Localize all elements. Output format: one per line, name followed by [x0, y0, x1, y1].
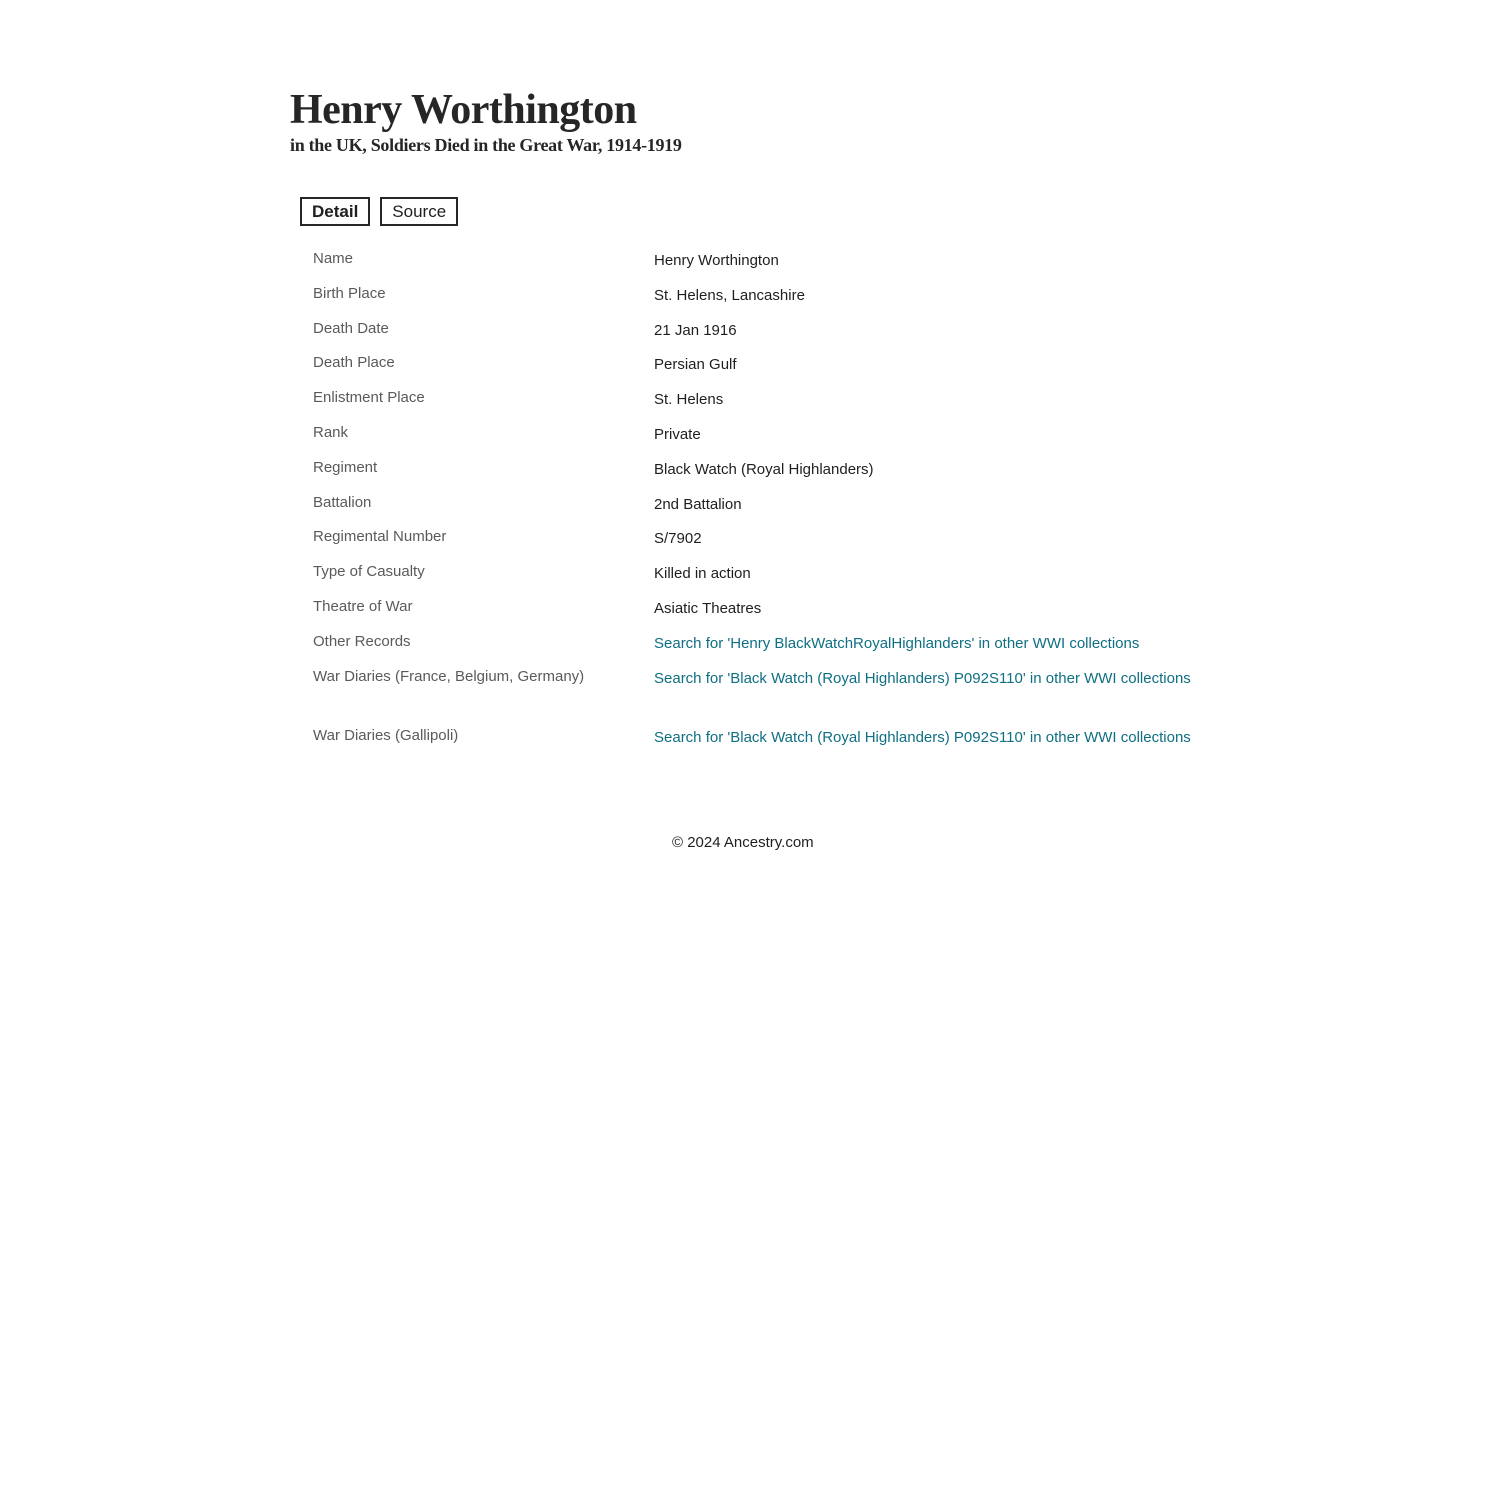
record-row-birth-place — [313, 282, 1193, 317]
record-value: St. Helens, Lancashire — [654, 286, 805, 304]
record-value: S/7902 — [654, 530, 702, 548]
copyright-footer: © 2024 Ancestry.com — [672, 834, 814, 851]
record-value — [654, 632, 1193, 663]
record-label: Birth Place — [313, 284, 386, 302]
record-row-war-diaries-france — [313, 665, 1193, 724]
record-value — [654, 667, 1193, 722]
record-label: Rank — [313, 423, 349, 441]
record-row-death-date — [313, 317, 1193, 352]
record-row-rank — [313, 421, 1193, 456]
tab-detail[interactable]: Detail — [300, 197, 370, 226]
record-value: 2nd Battalion — [654, 495, 742, 513]
record-row-enlistment-place — [313, 386, 1193, 421]
record-value: Henry Worthington — [654, 252, 779, 269]
page-title: Henry Worthington — [290, 87, 637, 133]
record-value: 21 Jan 1916 — [654, 321, 737, 339]
other-records-search-link[interactable]: Search for 'Henry BlackWatchRoyalHighlanders' in other WWI collections — [654, 634, 1140, 652]
record-label: Enlistment Place — [313, 389, 425, 407]
record-label: Regiment — [313, 458, 378, 476]
record-row-other-records — [313, 630, 1193, 665]
record-header — [290, 86, 682, 156]
record-details — [313, 247, 1193, 783]
record-value — [654, 726, 1193, 781]
record-label: Type of Casualty — [313, 563, 425, 581]
war-diaries-france-search-link[interactable]: Search for 'Black Watch (Royal Highlanders) P092S110' in other WWI collections — [654, 669, 1191, 687]
record-label: War Diaries (Gallipoli) — [313, 726, 459, 744]
record-value: Asiatic Theatres — [654, 599, 762, 617]
record-row-death-place — [313, 351, 1193, 386]
record-label: Death Place — [313, 354, 395, 372]
record-value: Persian Gulf — [654, 356, 737, 374]
record-row-regimental-number — [313, 525, 1193, 560]
record-label: Name — [313, 250, 354, 267]
record-row-name — [313, 247, 1193, 282]
record-row-type-of-casualty — [313, 560, 1193, 595]
record-row-theatre-of-war — [313, 595, 1193, 630]
record-label: Regimental Number — [313, 528, 447, 546]
record-label: Theatre of War — [313, 597, 413, 615]
tab-bar — [300, 197, 458, 226]
record-label: War Diaries (France, Belgium, Germany) — [313, 667, 585, 685]
record-label: Death Date — [313, 319, 389, 337]
record-value: Killed in action — [654, 565, 751, 583]
record-value: Private — [654, 425, 701, 443]
record-row-war-diaries-gallipoli — [313, 724, 1193, 783]
record-label: Battalion — [313, 493, 372, 511]
record-label: Other Records — [313, 632, 411, 650]
record-row-battalion — [313, 491, 1193, 526]
page-subtitle: in the UK, Soldiers Died in the Great War, 1914-1919 — [290, 135, 682, 155]
war-diaries-gallipoli-search-link[interactable]: Search for 'Black Watch (Royal Highlanders) P092S110' in other WWI collections — [654, 728, 1191, 746]
record-value: Black Watch (Royal Highlanders) — [654, 460, 874, 478]
tab-source[interactable]: Source — [380, 197, 458, 226]
record-value: St. Helens — [654, 391, 724, 409]
record-row-regiment — [313, 456, 1193, 491]
